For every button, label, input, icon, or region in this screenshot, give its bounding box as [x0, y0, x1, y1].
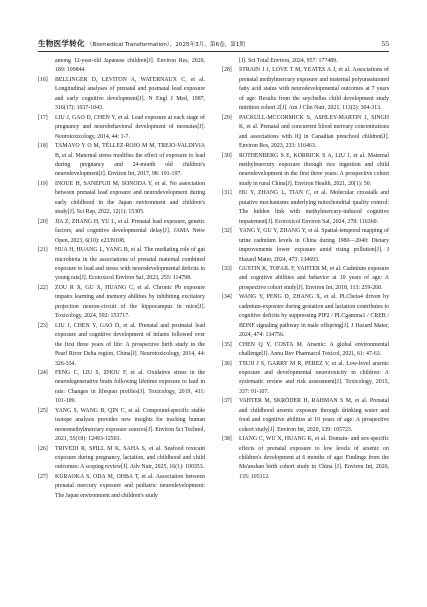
reference-number: [29] [222, 114, 232, 121]
reference-item [222, 397, 389, 435]
reference-number: [22] [38, 284, 48, 291]
reference-text: PACKULL-MCCORMICK S, ASHLEY-MARTIN J, SINGH K, et al. Prenatal and concurrent blood mercury concentrations and associations with IQ in Canadian preschool children[J]. Environ Res, 2023, 233: 116463. [239, 114, 389, 150]
reference-item [222, 360, 389, 398]
reference-number: [34] [222, 294, 232, 301]
reference-item [38, 142, 205, 180]
reference-column-left [38, 57, 205, 501]
reference-text: YANG Y, GU Y, ZHANG Y, et al. Spatial-temporal mapping of urine cadmium levels in China during 1980—2040: Dietary improvements lower exposure amid rising pollution[J]. J Hazard Mater, 2024, 473: 134693. [239, 228, 389, 263]
reference-item [38, 180, 205, 218]
reference-text: INOUE H, SANEFUJI M, SONODA Y, et al. No association between prenatal lead exposure and neurodevelopment during early childhood in the Japan environment and children's study[J]. Sci Rep, 2022, 12(1): 15305. [55, 180, 205, 216]
header-rule [38, 51, 389, 52]
reference-continuation [222, 57, 389, 66]
reference-column-right [222, 57, 389, 482]
reference-item [222, 227, 389, 265]
reference-number: [25] [38, 407, 48, 414]
reference-item [38, 473, 205, 501]
reference-text: BELLINGER D, LEVITON A, WATERNAUX C, et al. Longitudinal analyses of prenatal and postnatal lead exposure and early cognitive development[J]. N Engl J Med, 1987, 316(17): 1037-1043. [55, 76, 205, 112]
reference-text: HUA H, HUANG L, YANG B, et al. The mediating role of gut microbiota in the associations of prenatal maternal combined exposure to lead and stress with neurodevelopmental deficits in young rats[J]. Ecotoxicol Environ Saf, 2023, 255: 114798. [55, 247, 205, 282]
reference-text: [J]. Sci Total Environ, 2024, 957: 177489. [239, 58, 338, 64]
reference-item [38, 445, 205, 473]
reference-number: [24] [38, 369, 48, 376]
reference-text: HU Y, ZHANG L, TIAN C, et al. Molecular crosstalk and putative mechanisms underlying mitochondrial quality control: The hidden link with methylmercury-induced cognitive impairment[J]. Ecotoxicol Environ Saf, 2024, 278: 116360. [239, 190, 389, 225]
reference-number: [35] [222, 341, 232, 348]
reference-text: WANG Y, PENG D, ZHANG X, et al. PLCbeta4 driven by cadmium-exposure during gestation and lactation contributes to cognitive deficits by suppressing PIP2 / PLCgamma1 / CREB / BDNF signaling pathway in male offspring[J]. J Hazard Mater, 2024, 474: 134756. [239, 294, 389, 339]
reference-text: JIA Z, ZHANG H, YU L, et al. Prenatal lead exposure, genetic factors, and cognitive developmental delay[J]. JAMA Netw Open, 2023, 6(10): e2339108. [55, 218, 205, 244]
reference-text: TSUJI J S, GARRY M R, PEREZ V, et al. Low-level arsenic exposure and developmental neurotoxicity in children: A systematic review and risk assessment[J]. Toxicology, 2015, 337: 91-107. [239, 360, 389, 395]
reference-text: TAMAYO Y O M, TÉLLEZ-ROJO M M, TREJO-VALDIVIA B, et al. Maternal stress modifies the effect of exposure to lead during pregnancy and 24-month old children's neurodevelopment[J]. Environ Int, 2017, 98: 191-197. [55, 143, 205, 178]
reference-item [38, 218, 205, 246]
page-number: 55 [381, 38, 389, 48]
reference-text: LIU J, CHEN Y, GAO D, et al. Prenatal and postnatal lead exposure and cognitive development of infants followed over the first three years of life: A prospective birth study in the Pearl River Delta region, China[J]. Neurotoxicology, 2014, 44: 326-334. [55, 322, 205, 367]
journal-citation [38, 38, 245, 49]
reference-number: [26] [38, 445, 48, 452]
reference-item [38, 114, 205, 142]
reference-text: STRAIN J J, LOVE T M, YEATES A J, et al. Associations of prenatal methylmercury exposure and maternal polyunsaturated fatty acid status with neurodevelopmental outcomes at 7 years of age: Results from the seychelles child development study nutrition cohort 2[J]. Am J Clin Nutr, 2021, 113(2): 304-313. [239, 67, 389, 112]
reference-text: GUSTIN K, TOFAIL F, VAHTER M, et al. Cadmium exposure and cognitive abilities and behavior at 10 years of age: A prospective cohort study[J]. Environ Int, 2018, 113: 259-268. [239, 265, 389, 291]
reference-item [222, 265, 389, 293]
reference-item [222, 114, 389, 152]
reference-number: [19] [38, 180, 48, 187]
reference-text: ROTHENBERG S E, KORRICK S A, LIU J, et al. Maternal methylmercury exposure through rice ingestion and child neurodevelopment in the first three years: A prospective cohort study in rural China[J]. Environ Health, 2021, 20(1): 50. [239, 152, 389, 187]
reference-item [38, 322, 205, 369]
reference-number: [36] [222, 360, 232, 367]
reference-item [222, 66, 389, 113]
running-header [38, 37, 389, 49]
reference-number: [17] [38, 114, 48, 121]
journal-issue: （Biomedical Transformation），2025年3月，第6卷，第1期 [86, 41, 246, 48]
reference-text: VAHTER M, SKRÖDER H, RAHMAN S M, et al. Prenatal and childhood arsenic exposure through drinking water and food and cognitive abilities at 10 years of age: A prospective cohort study[J]. Environ Int, 2020, 139: 105723. [239, 398, 389, 433]
reference-text: ZOU R X, GU X, HUANG C, et al. Chronic Pb exposure impairs learning and memory abilities by inhibiting excitatory projection neuron-circuit of the hippocampus in mice[J]. Toxicology, 2024, 502: 153717. [55, 284, 205, 320]
reference-text: YANG S, WANG B, QIN C, et al. Compound-specific stable isotope analysis provides new insights for tracking human monomethylmercury exposure sources[J]. Environ Sci Technol, 2021, 55(18): 12493-12503. [55, 407, 205, 443]
reference-text: LIU J, GAO D, CHEN Y, et al. Lead exposure at each stage of pregnancy and neurobehavioral development of neonates[J]. Neurotoxicology, 2014, 44: 1-7. [55, 114, 205, 140]
reference-item [38, 284, 205, 322]
reference-number: [33] [222, 265, 232, 272]
reference-text: FENG C, LIU S, ZHOU F, et al. Oxidative stress in the neurodegenerative brain following lifetime exposure to lead in rats: Changes in lifespan profiles[J]. Toxicology, 2019, 411: 101-109. [55, 369, 205, 405]
reference-number: [21] [38, 247, 48, 254]
reference-text: TRIVEDI R, SPILL M K, SAHA S, et al. Seafood toxicant exposure during pregnancy, lactation, and childhood and child outcomes: A scoping review[J]. Adv Nutr, 2025, 16(1): 100353. [55, 445, 205, 471]
reference-text: LIANG C, WU X, HUANG K, et al. Domain- and sex-specific effects of prenatal exposure to low levels of arsenic on children's development at 6 months of age: Findings from the Ma'anshan birth cohort study in China [J]. Environ Int, 2020, 135: 105112. [239, 436, 389, 480]
reference-number: [27] [38, 473, 48, 480]
reference-number: [32] [222, 228, 232, 235]
reference-number: [20] [38, 218, 48, 225]
reference-number: [28] [222, 67, 232, 74]
reference-item [222, 341, 389, 360]
reference-text: CHEN Q Y, COSTA M. Arsenic: A global environmental challenge[J]. Annu Rev Pharmacol Toxicol, 2021, 61: 47-63. [239, 341, 389, 358]
reference-number: [37] [222, 398, 232, 405]
reference-item [222, 435, 389, 482]
reference-number: [23] [38, 322, 48, 329]
reference-item [222, 152, 389, 190]
reference-text: among 12-year-old Japanese children[J]. Environ Res, 2020, 189: 109844. [55, 58, 205, 74]
reference-number: [38] [222, 436, 232, 443]
reference-item [222, 189, 389, 227]
reference-number: [31] [222, 190, 232, 197]
reference-number: [16] [38, 76, 48, 83]
reference-continuation [38, 57, 205, 76]
reference-number: [18] [38, 143, 48, 150]
reference-item [38, 407, 205, 445]
journal-title: 生物医学转化 [38, 38, 85, 48]
reference-number: [30] [222, 152, 232, 159]
reference-item [38, 369, 205, 407]
reference-item [222, 293, 389, 340]
reference-text: KURAOKA S, ODA M, OHBA T, et al. Association between prenatal mercury exposure and pediatric neurodevelopment: The Japan environment and children's study [55, 473, 205, 499]
reference-item [38, 76, 205, 114]
reference-item [38, 246, 205, 284]
